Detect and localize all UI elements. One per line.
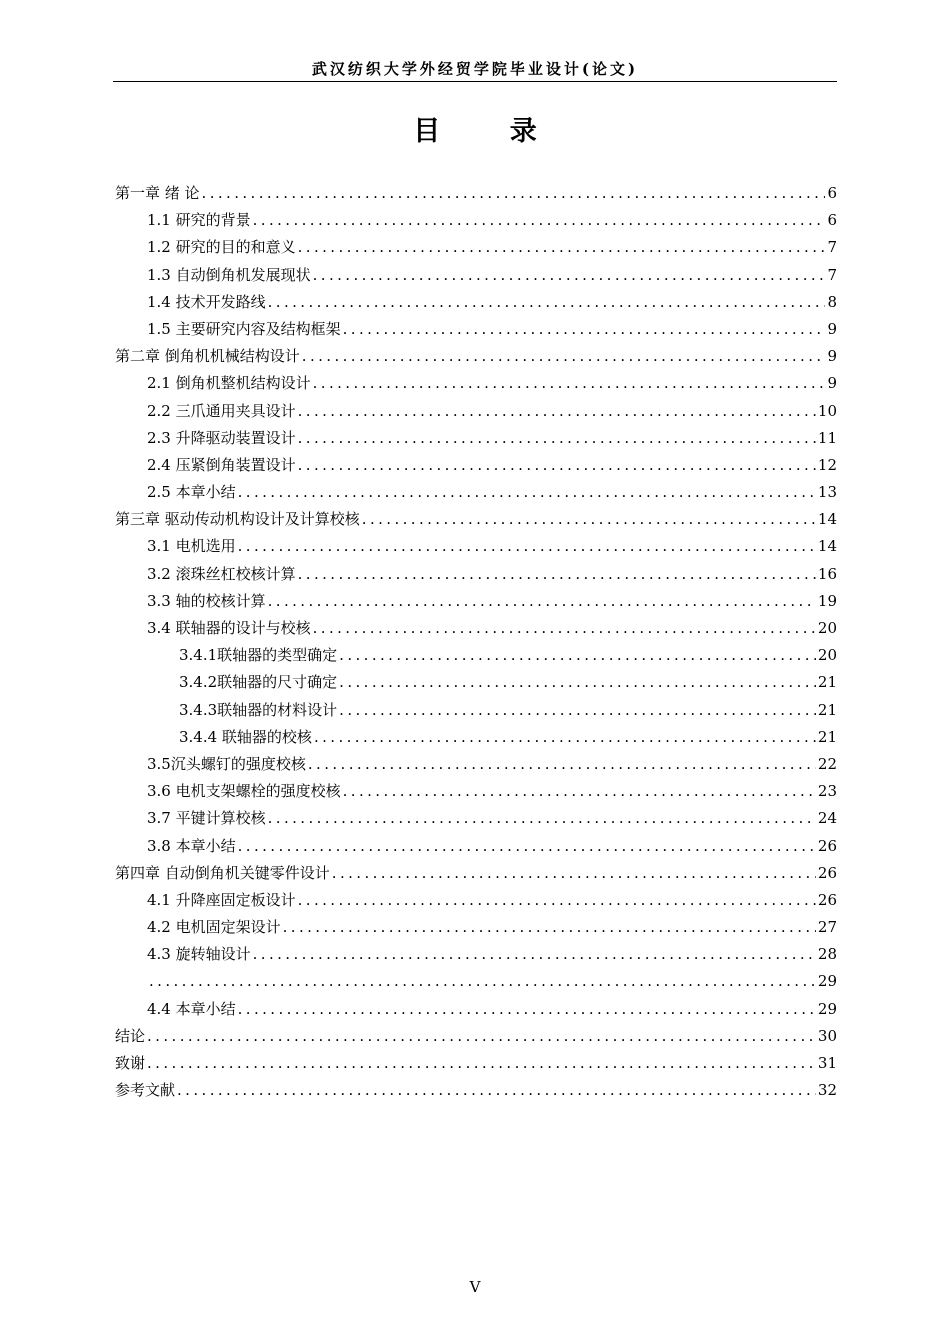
toc-entry[interactable] xyxy=(113,724,837,751)
toc-entry-label: 2.3 升降驱动装置设计 xyxy=(147,428,296,447)
toc-entry[interactable] xyxy=(113,914,837,941)
toc-dot-leader xyxy=(238,479,816,506)
toc-dot-leader xyxy=(298,234,826,261)
toc-entry-label: 3.4.1联轴器的类型确定 xyxy=(179,646,338,665)
toc-entry-label: 1.3 自动倒角机发展现状 xyxy=(147,265,311,284)
toc-entry-page: 31 xyxy=(817,1054,837,1072)
toc-entry-page: 26 xyxy=(817,836,837,855)
toc-entry-label: 致谢 xyxy=(115,1054,146,1072)
toc-dot-leader xyxy=(268,805,816,832)
toc-entry[interactable] xyxy=(113,370,837,397)
toc-entry-label: 3.3 轴的校核计算 xyxy=(147,591,266,610)
toc-entry-page: 20 xyxy=(817,619,837,637)
running-header: 武汉纺织大学外经贸学院毕业设计(论文) xyxy=(311,60,639,78)
toc-entry-page: 6 xyxy=(827,211,837,230)
toc-dot-leader xyxy=(177,1077,816,1104)
toc-dot-leader xyxy=(283,914,816,941)
toc-entry[interactable] xyxy=(113,778,837,805)
toc-entry-page: 9 xyxy=(827,374,837,393)
toc-entry[interactable] xyxy=(113,751,837,778)
toc-entry-label: 3.7 平键计算校核 xyxy=(147,809,266,828)
toc-entry-page: 29 xyxy=(817,972,837,991)
toc-dot-leader xyxy=(298,452,816,479)
toc-entry-label: 2.5 本章小结 xyxy=(147,483,236,502)
toc-entry-label: 2.2 三爪通用夹具设计 xyxy=(147,401,296,420)
toc-dot-leader xyxy=(149,968,816,995)
toc-dot-leader xyxy=(339,669,816,696)
toc-entry-page: 20 xyxy=(817,646,837,665)
toc-entry[interactable] xyxy=(113,996,837,1023)
toc-entry[interactable] xyxy=(113,669,837,696)
toc-entry-page: 21 xyxy=(817,700,837,719)
toc-entry-label: 第二章 倒角机机械结构设计 xyxy=(115,347,300,366)
toc-entry[interactable] xyxy=(113,262,837,289)
toc-entry-label: 第四章 自动倒角机关键零件设计 xyxy=(115,863,330,882)
toc-entry[interactable] xyxy=(113,398,837,425)
toc-dot-leader xyxy=(238,533,816,560)
toc-dot-leader xyxy=(302,343,826,370)
toc-entry-page: 21 xyxy=(817,727,837,746)
toc-entry-label: 1.4 技术开发路线 xyxy=(147,292,266,311)
toc-entry-label: 4.4 本章小结 xyxy=(147,999,236,1018)
toc-entry[interactable] xyxy=(113,1050,837,1077)
toc-entry[interactable] xyxy=(113,289,837,316)
toc-entry-page: 16 xyxy=(817,564,837,583)
toc-entry-label: 3.2 滚珠丝杠校核计算 xyxy=(147,564,296,583)
toc-entry-label: 3.5沉头螺钉的强度校核 xyxy=(147,754,306,773)
toc-dot-leader xyxy=(314,724,816,751)
toc-entry[interactable] xyxy=(113,642,837,669)
toc-entry-label: 3.6 电机支架螺栓的强度校核 xyxy=(147,782,341,801)
toc-dot-leader xyxy=(339,697,816,724)
toc-entry-page: 11 xyxy=(817,428,837,447)
header-rule xyxy=(113,81,837,82)
toc-entry-page: 30 xyxy=(817,1026,837,1045)
toc-entry-page: 29 xyxy=(817,999,837,1018)
toc-dot-leader xyxy=(298,398,816,425)
toc-entry-label: 第三章 驱动传动机构设计及计算校核 xyxy=(115,510,360,529)
toc-dot-leader xyxy=(238,996,816,1023)
toc-entry[interactable] xyxy=(113,1077,837,1104)
toc-dot-leader xyxy=(268,588,816,615)
toc-entry[interactable] xyxy=(113,615,837,642)
toc-entry[interactable] xyxy=(113,343,837,370)
toc-dot-leader xyxy=(339,642,816,669)
toc-entry[interactable] xyxy=(113,805,837,832)
toc-dot-leader xyxy=(308,751,816,778)
toc-entry[interactable] xyxy=(113,506,837,533)
toc-entry[interactable] xyxy=(113,533,837,560)
toc-entry-page: 12 xyxy=(817,455,837,474)
toc-entry-page: 7 xyxy=(827,238,837,257)
toc-entry[interactable] xyxy=(113,452,837,479)
toc-entry-page: 14 xyxy=(817,537,837,556)
toc-entry-page: 24 xyxy=(817,809,837,828)
toc-dot-leader xyxy=(343,778,816,805)
toc-dot-leader xyxy=(332,860,816,887)
toc-entry[interactable] xyxy=(113,316,837,343)
page-number: V xyxy=(469,1278,481,1296)
toc-entry-page: 22 xyxy=(817,754,837,773)
toc-entry[interactable] xyxy=(113,479,837,506)
toc-dot-leader xyxy=(268,289,826,316)
table-of-contents xyxy=(113,180,837,1104)
toc-dot-leader xyxy=(313,262,826,289)
toc-entry[interactable] xyxy=(113,968,837,995)
toc-entry-label: 4.1 升降座固定板设计 xyxy=(147,890,296,909)
toc-entry[interactable] xyxy=(113,561,837,588)
toc-entry-page: 27 xyxy=(817,918,837,937)
toc-dot-leader xyxy=(253,941,816,968)
toc-entry-label: 3.4.3联轴器的材料设计 xyxy=(179,700,338,719)
toc-entry[interactable] xyxy=(113,180,837,207)
toc-entry[interactable] xyxy=(113,207,837,234)
toc-entry-page: 7 xyxy=(827,265,837,284)
toc-entry[interactable] xyxy=(113,697,837,724)
toc-entry-label: 参考文献 xyxy=(115,1081,176,1100)
toc-entry-page: 21 xyxy=(817,673,837,692)
toc-dot-leader xyxy=(202,180,826,207)
toc-entry-page: 9 xyxy=(827,319,837,338)
toc-dot-leader xyxy=(147,1023,816,1050)
toc-dot-leader xyxy=(362,506,816,533)
toc-dot-leader xyxy=(343,316,826,343)
toc-entry-label: 1.1 研究的背景 xyxy=(147,211,251,230)
toc-dot-leader xyxy=(313,615,816,642)
toc-entry-page: 8 xyxy=(827,292,837,311)
toc-dot-leader xyxy=(313,370,826,397)
toc-entry-page: 32 xyxy=(817,1081,837,1100)
toc-entry-label: 3.1 电机选用 xyxy=(147,537,236,556)
toc-entry[interactable] xyxy=(113,941,837,968)
toc-dot-leader xyxy=(298,425,816,452)
toc-entry-page: 23 xyxy=(817,782,837,801)
toc-dot-leader xyxy=(298,887,816,914)
toc-entry[interactable] xyxy=(113,860,837,887)
toc-dot-leader xyxy=(238,833,816,860)
toc-entry-label: 4.3 旋转轴设计 xyxy=(147,945,251,964)
toc-entry-label: 3.4.2联轴器的尺寸确定 xyxy=(179,673,338,692)
toc-entry[interactable] xyxy=(113,234,837,261)
toc-entry-label: 3.8 本章小结 xyxy=(147,836,236,855)
toc-entry-page: 9 xyxy=(827,347,837,366)
toc-dot-leader xyxy=(147,1050,816,1077)
toc-entry-page: 6 xyxy=(827,184,837,202)
toc-entry-label: 2.1 倒角机整机结构设计 xyxy=(147,374,311,393)
toc-entry[interactable] xyxy=(113,425,837,452)
toc-entry-page: 28 xyxy=(817,945,837,964)
toc-entry-page: 19 xyxy=(817,591,837,610)
toc-entry-page: 10 xyxy=(817,401,837,420)
toc-entry[interactable] xyxy=(113,588,837,615)
toc-entry[interactable] xyxy=(113,1023,837,1050)
toc-entry-label: 3.4.4 联轴器的校核 xyxy=(179,727,312,746)
toc-entry-page: 14 xyxy=(817,510,837,529)
toc-entry-label: 1.2 研究的目的和意义 xyxy=(147,238,296,257)
toc-entry[interactable] xyxy=(113,833,837,860)
toc-entry-page: 26 xyxy=(817,863,837,882)
toc-dot-leader xyxy=(253,207,826,234)
toc-entry-label: 4.2 电机固定架设计 xyxy=(147,918,281,937)
toc-entry-page: 26 xyxy=(817,890,837,909)
toc-entry-label: 3.4 联轴器的设计与校核 xyxy=(147,619,311,637)
toc-entry-label: 2.4 压紧倒角装置设计 xyxy=(147,455,296,474)
toc-entry-label: 1.5 主要研究内容及结构框架 xyxy=(147,319,341,338)
toc-entry-label: 第一章 绪 论 xyxy=(115,184,200,202)
toc-dot-leader xyxy=(298,561,816,588)
toc-entry-label: 结论 xyxy=(115,1026,146,1045)
toc-entry-page: 13 xyxy=(817,483,837,502)
toc-title: 目 录 xyxy=(413,116,567,147)
toc-entry[interactable] xyxy=(113,887,837,914)
